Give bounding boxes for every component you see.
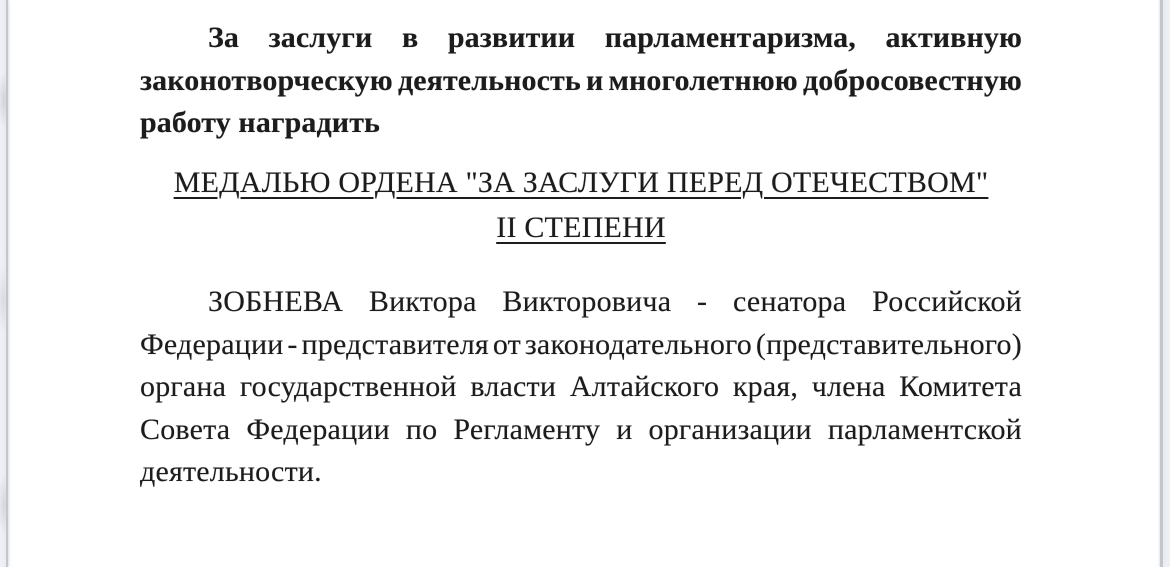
word: Комитета	[899, 370, 1022, 403]
word: Виктора	[368, 285, 477, 318]
text-line: МЕДАЛЬЮ ОРДЕНА "ЗА ЗАСЛУГИ ПЕРЕД ОТЕЧЕСТВОМ"	[173, 166, 989, 199]
text-line	[140, 366, 1022, 409]
page-left-scan-edge	[0, 0, 8, 567]
award-title-heading	[140, 160, 1022, 250]
text-line: деятельности.	[140, 455, 322, 488]
word: добросовестную	[802, 63, 1022, 97]
word: и	[585, 63, 604, 97]
word: парламентской	[827, 412, 1022, 446]
word: многолетнюю	[608, 63, 798, 97]
word: -	[287, 327, 298, 361]
word: парламентаризма,	[604, 21, 856, 54]
word: сенатора	[733, 285, 847, 318]
word: государственной	[239, 370, 457, 403]
word: законодательного	[524, 327, 752, 361]
word: члена	[811, 370, 886, 403]
word: представителя	[301, 327, 489, 361]
text-line	[140, 324, 1022, 367]
word: и	[616, 412, 633, 446]
word: деятельность	[397, 63, 581, 97]
word: активную	[885, 21, 1022, 54]
word: власти	[470, 370, 557, 403]
text-line	[140, 409, 1022, 452]
word: от	[492, 327, 521, 361]
word: -	[697, 285, 708, 318]
word: Российской	[872, 285, 1022, 318]
word: Федерации	[140, 327, 284, 361]
word: законотворческую	[140, 63, 393, 97]
word: За	[208, 21, 240, 54]
word: по	[405, 412, 438, 446]
text-line	[140, 17, 1022, 60]
word: развитии	[447, 21, 576, 54]
word: Регламенту	[453, 412, 601, 446]
word: Федерации	[246, 412, 390, 446]
text-line	[140, 281, 1022, 324]
word: Совета	[140, 412, 231, 446]
award-motivation-paragraph	[140, 17, 1022, 145]
awardee-description-paragraph	[140, 281, 1022, 494]
word: Викторовича	[502, 285, 672, 318]
word: (представительного)	[755, 327, 1022, 361]
word: организации	[648, 412, 812, 446]
word: края,	[732, 370, 799, 403]
word: органа	[140, 370, 227, 403]
text-line	[140, 60, 1022, 103]
word: в	[401, 21, 419, 54]
word: ЗОБНЕВА	[208, 285, 344, 318]
document-text-block	[140, 0, 1022, 567]
page-right-scan-edge	[1160, 0, 1170, 567]
word: заслуги	[268, 21, 373, 54]
word: Алтайского	[569, 370, 720, 403]
text-line: работу наградить	[140, 106, 380, 139]
text-line: II СТЕПЕНИ	[496, 211, 666, 244]
